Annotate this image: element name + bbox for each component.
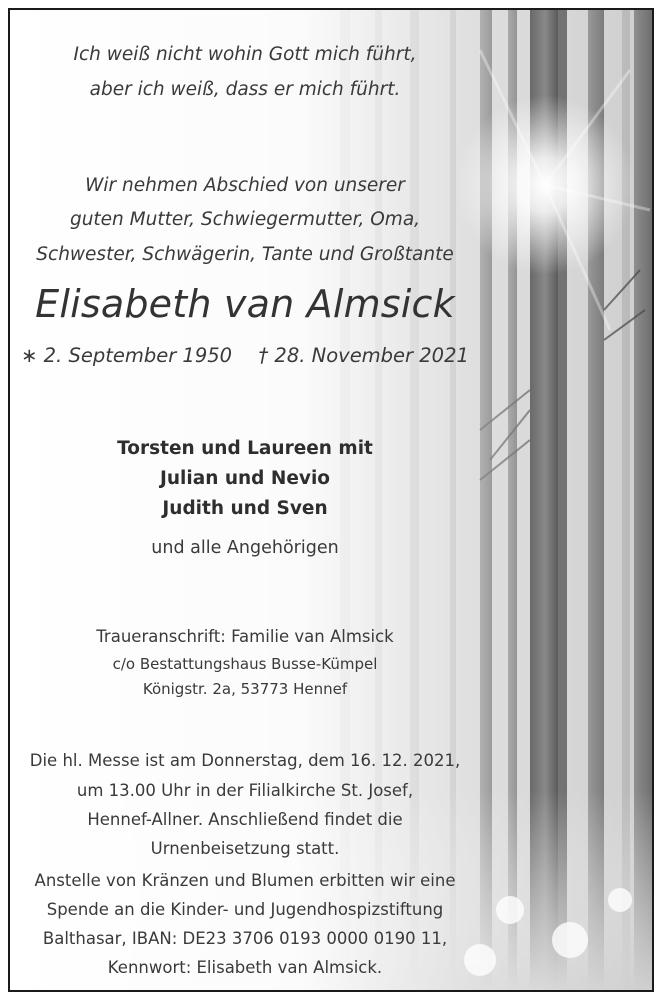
service-line-3: Hennef-Allner. Anschließend findet die — [87, 810, 403, 829]
death-symbol: † — [258, 344, 269, 367]
mourner-line-1: Torsten und Laureen mit — [117, 438, 373, 459]
mourner-line-2: Julian und Nevio — [160, 468, 330, 489]
address-line-2: c/o Bestattungshaus Busse-Kümpel — [112, 655, 378, 673]
donation-line-2: Spende an die Kinder- und Jugendhospizstiftung — [46, 900, 444, 919]
deceased-name: Elisabeth van Almsick — [35, 282, 455, 326]
death-date: 28. November 2021 — [274, 344, 469, 367]
birth-date: 2. September 1950 — [43, 344, 233, 367]
intro-line-1: Wir nehmen Abschied von unserer — [85, 175, 405, 196]
intro-line-2: guten Mutter, Schwiegermutter, Oma, — [69, 209, 421, 230]
mourner-others: und alle Angehörigen — [151, 538, 339, 558]
donation-line-1: Anstelle von Kränzen und Blumen erbitten wir eine — [34, 871, 456, 890]
obituary-card — [8, 8, 654, 992]
intro-line-3: Schwester, Schwägerin, Tante und Großtante — [36, 244, 454, 265]
service-line-1: Die hl. Messe ist am Donnerstag, dem 16. 12. 2021, — [29, 751, 461, 770]
life-dates — [10, 344, 480, 367]
service-line-2: um 13.00 Uhr in der Filialkirche St. Josef, — [76, 781, 414, 800]
mourner-line-3: Judith und Sven — [162, 498, 328, 519]
donation-line-3: Balthasar, IBAN: DE23 3706 0193 0000 0190 11, — [42, 929, 448, 948]
address-line-3: Königstr. 2a, 53773 Hennef — [142, 680, 348, 698]
birth-symbol: ∗ — [21, 344, 38, 367]
motto-line-1: Ich weiß nicht wohin Gott mich führt, — [73, 44, 417, 65]
donation-line-4: Kennwort: Elisabeth van Almsick. — [107, 958, 383, 977]
motto-line-2: aber ich weiß, dass er mich führt. — [89, 79, 401, 100]
text-column — [10, 10, 480, 990]
address-line-1: Traueranschrift: Familie van Almsick — [96, 627, 394, 646]
service-line-4: Urnenbeisetzung statt. — [150, 839, 340, 858]
